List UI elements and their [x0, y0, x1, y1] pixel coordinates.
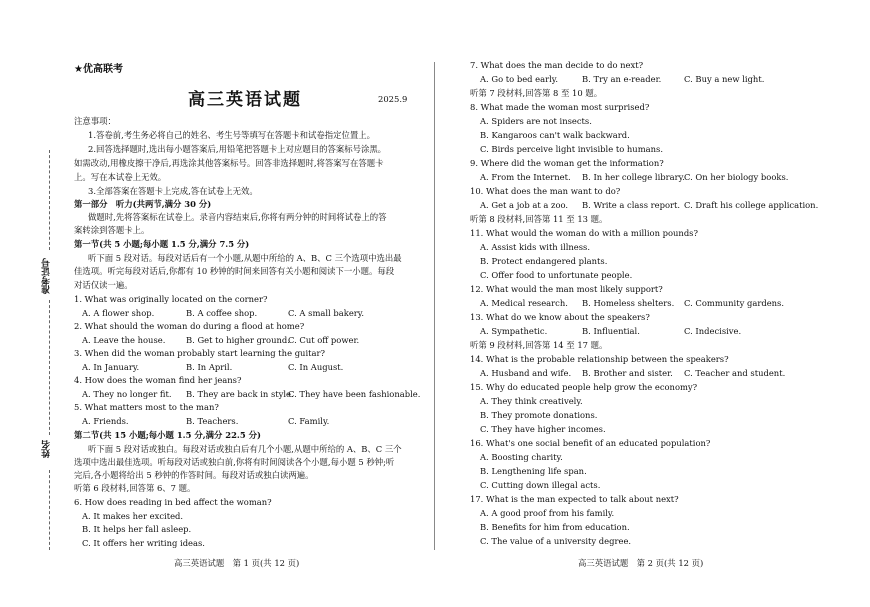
question-12: 12. What would the man most likely support? [470, 284, 663, 294]
notice-heading: 注意事项： [74, 116, 116, 126]
option: B. A coffee shop. [186, 308, 258, 318]
margin-dash-line [49, 300, 50, 435]
section1-text: 听下面 5 段对话。每段对话后有一个小题,从题中所给的 A、B、C 三个选项中选出最 [88, 253, 402, 263]
part1-text: 案转涂到答题卡上。 [74, 225, 150, 235]
option: B. Protect endangered plants. [480, 256, 608, 266]
option: C. Birds perceive light invisible to humans. [480, 144, 663, 154]
option: C. They have been fashionable. [288, 389, 421, 399]
option: C. Teacher and student. [684, 368, 786, 378]
question-13: 13. What do we know about the speakers? [470, 312, 650, 322]
side-label-exam-id: 准考证号 [42, 258, 52, 294]
section2-text: 选项中选出最佳选项。听每段对话或独白前,你将有时间阅读各个小题,每小题 5 秒钟;听 [74, 457, 395, 467]
side-label-name: 姓名 [42, 440, 52, 458]
option: C. On her biology books. [684, 172, 789, 182]
material-note: 听第 7 段材料,回答第 8 至 10 题。 [470, 88, 603, 98]
notice-line: 3.全部答案在答题卡上完成,答在试卷上无效。 [88, 186, 258, 196]
section2-heading: 第二节(共 15 小题;每小题 1.5 分,满分 22.5 分) [74, 430, 261, 440]
option: A. Go to bed early. [480, 74, 559, 84]
option: C. Draft his college application. [684, 200, 819, 210]
option: B. Teachers. [186, 416, 239, 426]
option: B. Kangaroos can't walk backward. [480, 130, 630, 140]
option: A. Boosting charity. [480, 452, 563, 462]
question-6: 6. How does reading in bed affect the woman? [74, 497, 272, 507]
option: C. Indecisive. [684, 326, 742, 336]
option: C. The value of a university degree. [480, 536, 632, 546]
material-note: 听第 9 段材料,回答第 14 至 17 题。 [470, 340, 608, 350]
section2-text: 完后,各小题将给出 5 秒钟的作答时间。每段对话或独白读两遍。 [74, 470, 314, 480]
option: A. They no longer fit. [82, 389, 172, 399]
section1-heading: 第一节(共 5 小题;每小题 1.5 分,满分 7.5 分) [74, 239, 250, 249]
option: A. They think creatively. [480, 396, 583, 406]
option: C. Buy a new light. [684, 74, 765, 84]
option: A. Spiders are not insects. [480, 116, 592, 126]
material-note: 听第 8 段材料,回答第 11 至 13 题。 [470, 214, 608, 224]
notice-line: 2.回答选择题时,选出每小题答案后,用铅笔把答题卡上对应题目的答案标号涂黑。 [88, 144, 387, 154]
option: A. Sympathetic. [480, 326, 548, 336]
option: B. Influential. [582, 326, 640, 336]
option: C. Community gardens. [684, 298, 785, 308]
option: B. They promote donations. [480, 410, 598, 420]
option: A. Assist kids with illness. [480, 242, 591, 252]
option: B. They are back in style. [186, 389, 294, 399]
option: B. Write a class report. [582, 200, 681, 210]
option: A. Get a job at a zoo. [480, 200, 569, 210]
question-16: 16. What's one social benefit of an educated population? [470, 438, 711, 448]
exam-badge: ★优高联考 [74, 64, 123, 75]
margin-dash-line [49, 470, 50, 550]
question-1: 1. What was originally located on the corner? [74, 294, 268, 304]
option: C. It offers her writing ideas. [82, 538, 205, 548]
option: B. Lengthening life span. [480, 466, 587, 476]
option: B. Get to higher ground. [186, 335, 290, 345]
option: B. In April. [186, 362, 233, 372]
material-note: 听第 6 段材料,回答第 6、7 题。 [74, 483, 196, 493]
option: A. A good proof from his family. [480, 508, 615, 518]
question-15: 15. Why do educated people help grow the economy? [470, 382, 698, 392]
exam-date: 2025.9 [378, 94, 408, 104]
option: A. Friends. [82, 416, 129, 426]
option: A. It makes her excited. [82, 511, 184, 521]
notice-line: 1.答卷前,考生务必将自己的姓名、考生号等填写在答题卡和试卷指定位置上。 [88, 130, 376, 140]
question-14: 14. What is the probable relationship between the speakers? [470, 354, 729, 364]
option: B. Benefits for him from education. [480, 522, 630, 532]
page-footer: 高三英语试题 第 1 页(共 12 页) [174, 558, 300, 568]
question-10: 10. What does the man want to do? [470, 186, 621, 196]
option: C. They have higher incomes. [480, 424, 606, 434]
option: C. Family. [288, 416, 330, 426]
section2-text: 听下面 5 段对话或独白。每段对话或独白后有几个小题,从题中所给的 A、B、C 三个 [88, 444, 402, 454]
question-9: 9. Where did the woman get the information? [470, 158, 664, 168]
question-4: 4. How does the woman find her jeans? [74, 375, 242, 385]
page-title: 高三英语试题 [188, 90, 302, 110]
section1-text: 对话仅读一遍。 [74, 280, 133, 290]
option: C. Cutting down illegal acts. [480, 480, 601, 490]
option: B. Try an e-reader. [582, 74, 662, 84]
question-5: 5. What matters most to the man? [74, 402, 219, 412]
option: A. From the Internet. [480, 172, 571, 182]
page-divider [434, 62, 435, 550]
option: A. A flower shop. [82, 308, 155, 318]
page-footer: 高三英语试题 第 2 页(共 12 页) [578, 558, 704, 568]
notice-line: 如需改动,用橡皮擦干净后,再选涂其他答案标号。回答非选择题时,将答案写在答题卡 [74, 158, 384, 168]
margin-dash-line [49, 150, 50, 250]
question-2: 2. What should the woman do during a flood at home? [74, 321, 305, 331]
question-3: 3. When did the woman probably start learning the guitar? [74, 348, 325, 358]
option: A. Medical research. [480, 298, 568, 308]
option: A. In January. [82, 362, 140, 372]
question-7: 7. What does the man decide to do next? [470, 60, 644, 70]
option: B. Homeless shelters. [582, 298, 675, 308]
option: B. In her college library. [582, 172, 685, 182]
option: C. A small bakery. [288, 308, 365, 318]
option: B. Brother and sister. [582, 368, 673, 378]
option: B. It helps her fall asleep. [82, 524, 192, 534]
part1-heading: 第一部分 听力(共两节,满分 30 分) [74, 199, 212, 209]
question-8: 8. What made the woman most surprised? [470, 102, 650, 112]
option: A. Husband and wife. [480, 368, 572, 378]
part1-text: 做题时,先将答案标在试卷上。录音内容结束后,你将有两分钟的时间将试卷上的答 [88, 212, 387, 222]
section1-text: 佳选项。听完每段对话后,你都有 10 秒钟的时间来回答有关小题和阅读下一小题。每段 [74, 266, 395, 276]
option: C. Offer food to unfortunate people. [480, 270, 633, 280]
question-11: 11. What would the woman do with a million pounds? [470, 228, 698, 238]
question-17: 17. What is the man expected to talk about next? [470, 494, 679, 504]
option: A. Leave the house. [82, 335, 166, 345]
option: C. In August. [288, 362, 344, 372]
notice-line: 上。写在本试卷上无效。 [74, 172, 167, 182]
option: C. Cut off power. [288, 335, 360, 345]
